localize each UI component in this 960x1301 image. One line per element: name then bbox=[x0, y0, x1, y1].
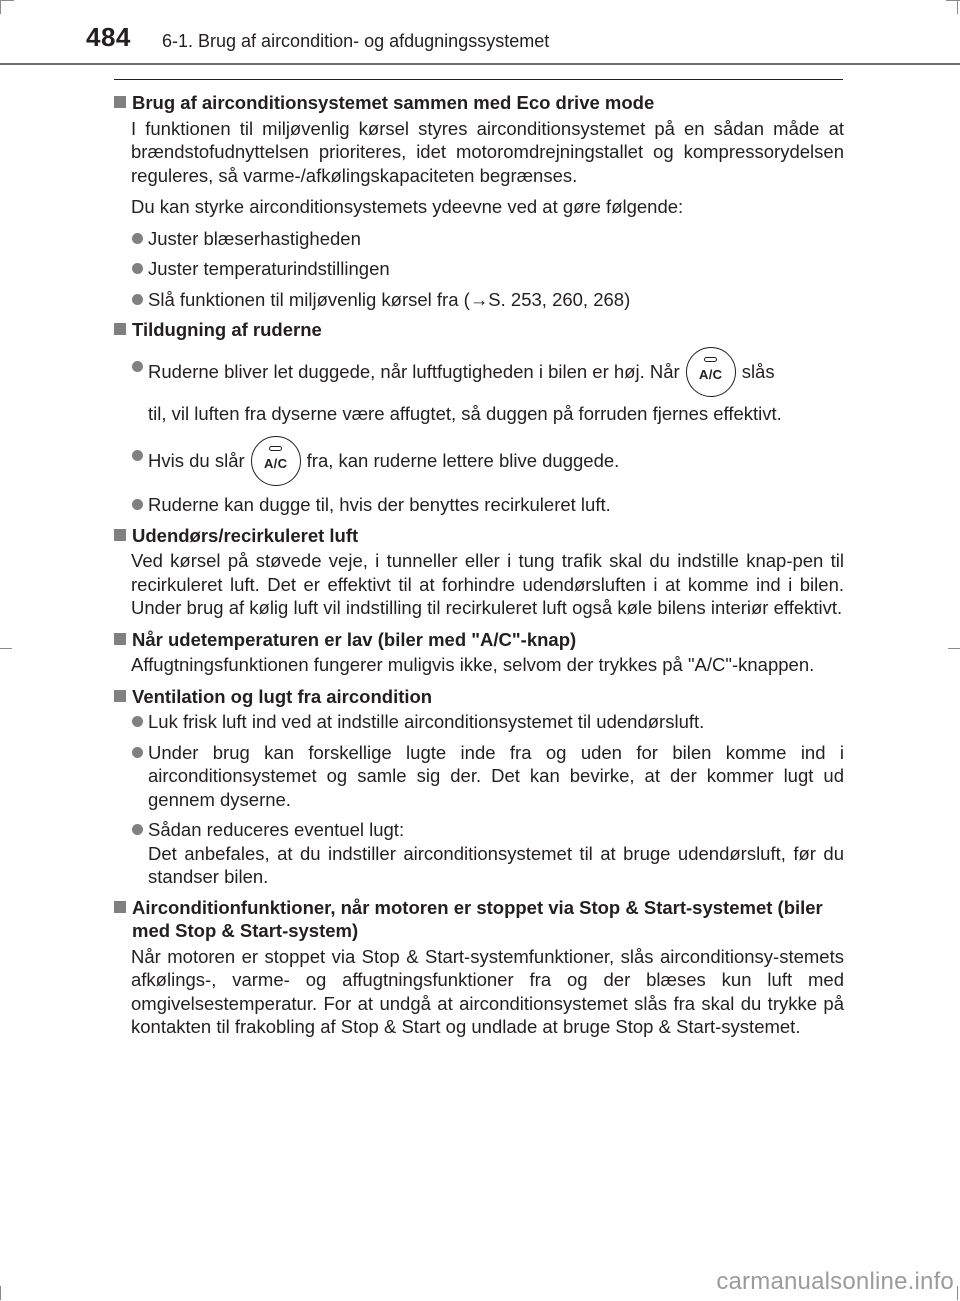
list-item: Under brug kan forskellige lugte inde fra og uden for bilen komme ind i airconditionsystemet og samle sig der. Det kan bevirke, at der kommer lugt ud gennem dyserne. bbox=[114, 741, 844, 812]
indicator-light-icon bbox=[269, 446, 282, 451]
crop-mark bbox=[948, 648, 960, 649]
square-bullet-icon bbox=[114, 323, 126, 335]
list-item: Ruderne bliver let duggede, når luftfugtigheden i bilen er høj. Når A/C slås til, vil luften fra dyserne være affugtet, så duggen på forruden fjernes effektivt. bbox=[114, 348, 844, 426]
list-item: Sådan reduceres eventuel lugt: Det anbefales, at du indstiller airconditionsystemet til at bruge udendørsluft, før du standser bilen. bbox=[114, 818, 844, 889]
section-heading: Ventilation og lugt fra aircondition bbox=[114, 685, 844, 709]
section-title: 6-1. Brug af aircondition- og afdugningssystemet bbox=[162, 31, 550, 51]
page-number: 484 bbox=[86, 22, 131, 52]
indicator-light-icon bbox=[704, 357, 717, 362]
circle-bullet-icon bbox=[132, 263, 143, 274]
paragraph: I funktionen til miljøvenlig kørsel styres airconditionsystemet på en sådan måde at brændstofudnyttelsen prioriteres, idet motoromdrejningstallet og kompressorydelsen reguleres, så varme-/afkølingskapaciteten begrænses. bbox=[131, 117, 844, 186]
content-divider bbox=[114, 79, 843, 80]
circle-bullet-icon bbox=[132, 294, 143, 305]
circle-bullet-icon bbox=[132, 233, 143, 244]
square-bullet-icon bbox=[114, 633, 126, 645]
square-bullet-icon bbox=[114, 96, 126, 108]
crop-mark bbox=[0, 648, 12, 649]
crop-mark bbox=[0, 1286, 1, 1300]
page-content bbox=[114, 91, 844, 1047]
circle-bullet-icon bbox=[132, 361, 143, 372]
list-item: Juster temperaturindstillingen bbox=[114, 257, 844, 281]
section-heading: Når udetemperaturen er lav (biler med "A/C"-knap) bbox=[114, 628, 844, 652]
square-bullet-icon bbox=[114, 901, 126, 913]
circle-bullet-icon bbox=[132, 716, 143, 727]
ac-button-icon: A/C bbox=[251, 436, 301, 486]
crop-mark bbox=[946, 0, 960, 1]
crop-mark bbox=[957, 0, 958, 14]
square-bullet-icon bbox=[114, 690, 126, 702]
section-heading: Brug af airconditionsystemet sammen med Eco drive mode bbox=[114, 91, 844, 115]
list-item: Luk frisk luft ind ved at indstille airconditionsystemet til udendørsluft. bbox=[114, 710, 844, 734]
circle-bullet-icon bbox=[132, 450, 143, 461]
paragraph: Når motoren er stoppet via Stop & Start-systemfunktioner, slås airconditionsy-stemets afkølings-, varme- og affugtningsfunktioner fra og der blæses kun luft med omgivelsestemperatur. For at undgå at airconditionsystemet slås fra skal du trykke på kontakten til frakobling af Stop & Start og undlade at bruge Stop & Start-systemet. bbox=[131, 945, 844, 1037]
header-divider bbox=[0, 63, 960, 65]
circle-bullet-icon bbox=[132, 499, 143, 510]
list-item: Hvis du slår A/C fra, kan ruderne lettere blive duggede. bbox=[114, 437, 844, 487]
circle-bullet-icon bbox=[132, 747, 143, 758]
crop-mark bbox=[957, 1286, 958, 1300]
list-item: Juster blæserhastigheden bbox=[114, 227, 844, 251]
section-heading: Tildugning af ruderne bbox=[114, 318, 844, 342]
section-heading: Udendørs/recirkuleret luft bbox=[114, 524, 844, 548]
list-item: Slå funktionen til miljøvenlig kørsel fra (→S. 253, 260, 268) bbox=[114, 288, 844, 312]
list-item: Ruderne kan dugge til, hvis der benyttes recirkuleret luft. bbox=[114, 493, 844, 517]
paragraph: Ved kørsel på støvede veje, i tunneller eller i tung trafik skal du indstille knap-pen til recirkuleret luft. Det er effektivt til at forhindre udendørsluften i at komme ind i bilen. Under brug af kølig luft vil indstilling til recirkuleret luft også køle bilens interiør effektivt. bbox=[131, 550, 844, 618]
crop-mark bbox=[0, 0, 1, 14]
paragraph: Du kan styrke airconditionsystemets ydeevne ved at gøre følgende: bbox=[131, 196, 684, 217]
crop-mark bbox=[0, 0, 14, 1]
ac-button-icon: A/C bbox=[686, 347, 736, 397]
paragraph: Affugtningsfunktionen fungerer muligvis ikke, selvom der trykkes på "A/C"-knappen. bbox=[131, 654, 815, 675]
circle-bullet-icon bbox=[132, 824, 143, 835]
section-heading: Airconditionfunktioner, når motoren er stoppet via Stop & Start-systemet (biler med Stop & Start-system) bbox=[114, 896, 844, 943]
watermark: carmanualsonline.info bbox=[716, 1268, 954, 1295]
square-bullet-icon bbox=[114, 529, 126, 541]
